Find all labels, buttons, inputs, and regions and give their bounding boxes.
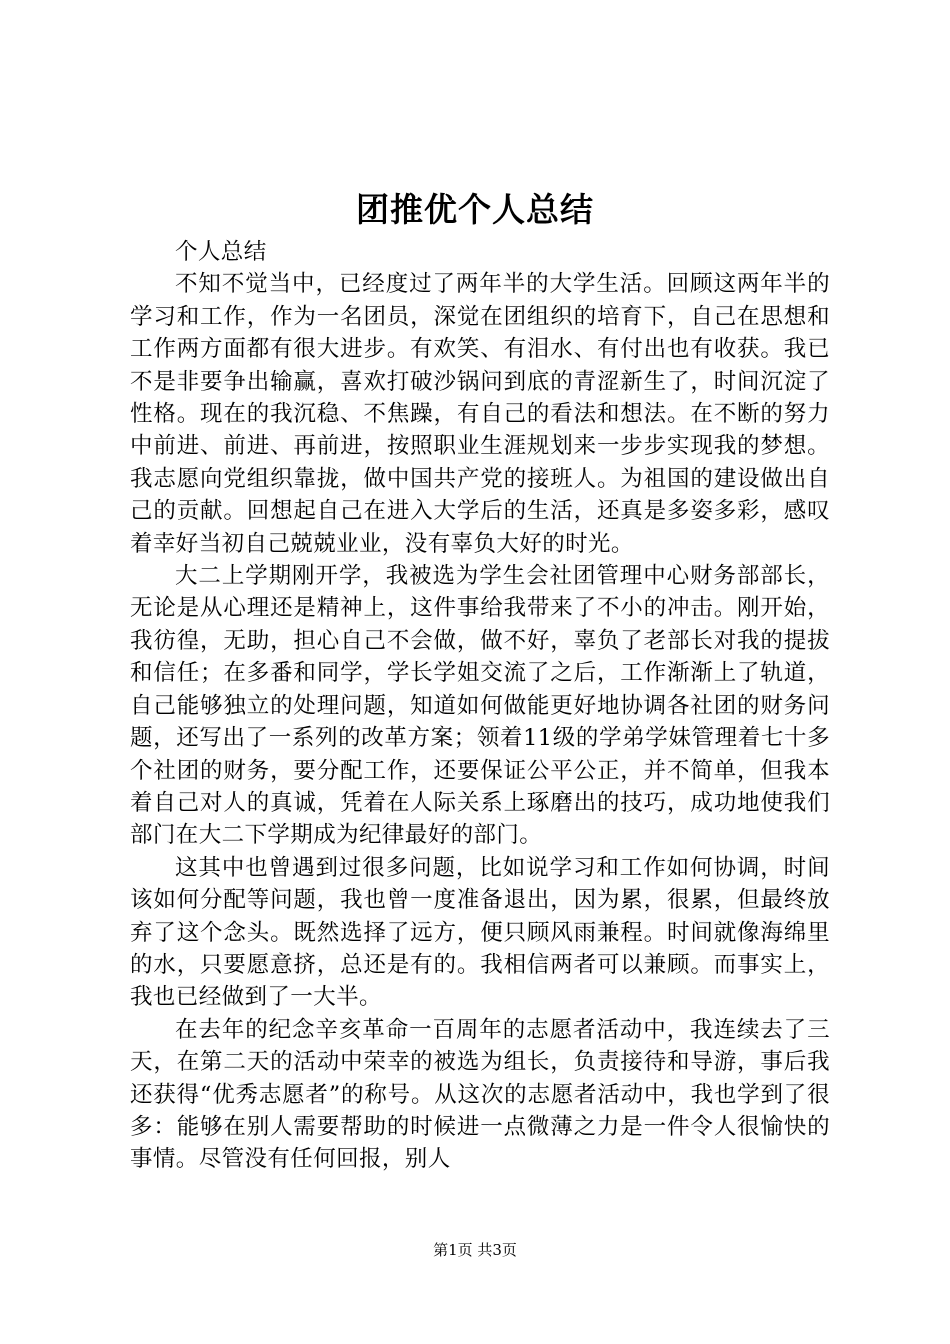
document-body <box>130 236 830 1176</box>
subheading: 个人总结 <box>175 239 267 265</box>
page-title: 团推优个人总结 <box>356 190 594 229</box>
paragraph-1: 不知不觉当中，已经度过了两年半的大学生活。回顾这两年半的学习和工作，作为一名团员，深觉在团组织的培育下，自己在思想和工作两方面都有很大进步。有欢笑、有泪水、有付出也有收获。我已不是非要争出输赢，喜欢打破沙锅问到底的青涩新生了，时间沉淀了性格。现在的我沉稳、不焦躁，有自己的看法和想法。在不断的努力中前进、前进、再前进，按照职业生涯规划来一步步实现我的梦想。我志愿向党组织靠拢，做中国共产党的接班人。为祖国的建设做出自己的贡献。回想起自己在进入大学后的生活，还真是多姿多彩，感叹着幸好当初自己兢兢业业，没有辜负大好的时光。 <box>130 271 830 557</box>
paragraph-2: 大二上学期刚开学，我被选为学生会社团管理中心财务部部长，无论是从心理还是精神上，这件事给我带来了不小的冲击。刚开始，我彷徨，无助，担心自己不会做，做不好，辜负了老部长对我的提拔和信任；在多番和同学，学长学姐交流了之后，工作渐渐上了轨道，自己能够独立的处理问题，知道如何做能更好地协调各社团的财务问题，还写出了一系列的改革方案；领着11级的学弟学妹管理着七十多个社团的财务，要分配工作，还要保证公平公正，并不简单，但我本着自己对人的真诚，凭着在人际关系上琢磨出的技巧，成功地使我们部门在大二下学期成为纪律最好的部门。 <box>130 563 830 849</box>
page-footer: 第1页 共3页 <box>433 1241 517 1259</box>
paragraph-4: 在去年的纪念辛亥革命一百周年的志愿者活动中，我连续去了三天，在第二天的活动中荣幸的被选为组长，负责接待和导游，事后我还获得“优秀志愿者”的称号。从这次的志愿者活动中，我也学到了很多：能够在别人需要帮助的时候进一点微薄之力是一件令人很愉快的事情。尽管没有任何回报，别人 <box>130 1016 830 1173</box>
paragraph-3: 这其中也曾遇到过很多问题，比如说学习和工作如何协调，时间该如何分配等问题，我也曾一度准备退出，因为累，很累，但最终放弃了这个念头。既然选择了远方，便只顾风雨兼程。时间就像海绵里的水，只要愿意挤，总还是有的。我相信两者可以兼顾。而事实上，我也已经做到了一大半。 <box>130 854 830 1011</box>
